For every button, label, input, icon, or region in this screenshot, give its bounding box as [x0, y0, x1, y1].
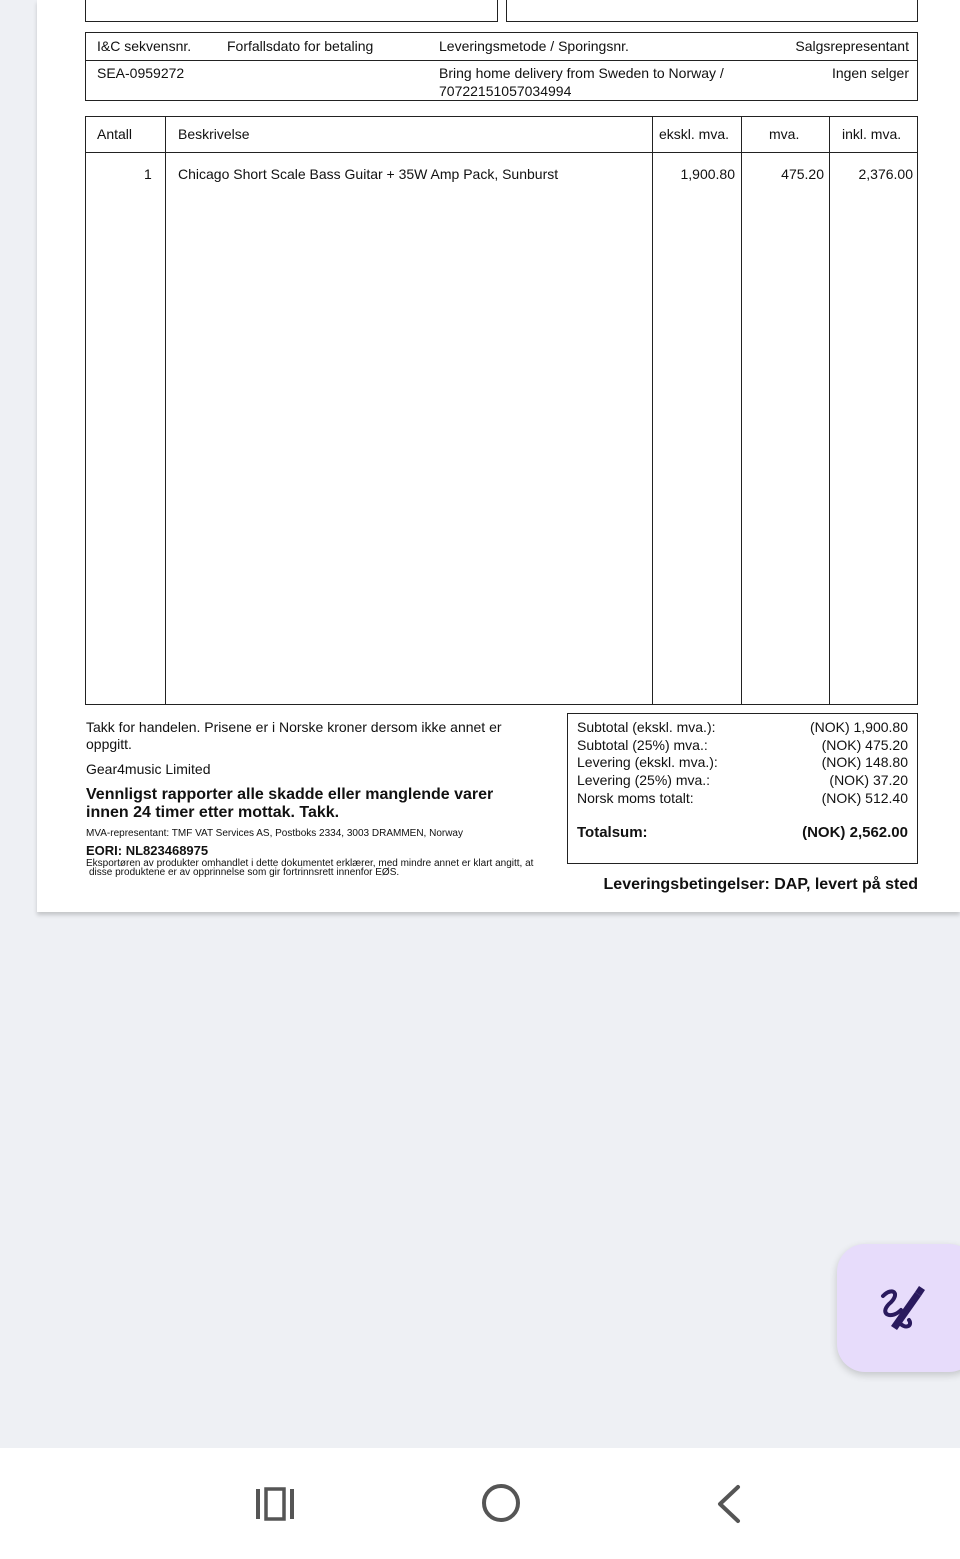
totals-value: (NOK) 37.20 [829, 772, 908, 788]
value-sequence: SEA-0959272 [97, 65, 185, 81]
value-sales-rep: Ingen selger [831, 65, 909, 81]
address-box-right [506, 0, 918, 22]
header-vat: mva. [769, 126, 800, 142]
back-chevron-icon[interactable] [714, 1484, 744, 1524]
column-divider [829, 117, 830, 704]
totals-label: Subtotal (ekskl. mva.): [577, 719, 716, 735]
navigation-bar [0, 1448, 960, 1559]
thanks-line2: oppgitt. [86, 736, 132, 752]
report-line2: innen 24 timer etter mottak. Takk. [86, 804, 340, 821]
row-incl-vat: 2,376.00 [858, 166, 913, 182]
vat-representative: MVA-representant: TMF VAT Services AS, Postboks 2334, 3003 DRAMMEN, Norway [86, 828, 463, 839]
row-vat: 475.20 [781, 166, 824, 182]
exporter-line1: Eksportøren av produkter omhandlet i dette dokumentet erklærer, med mindre annet er klart angitt, at [86, 858, 534, 869]
totals-row [577, 772, 908, 790]
totals-label: Levering (25%) mva.: [577, 772, 711, 788]
header-sequence: I&C sekvensnr. [97, 38, 192, 54]
address-box-left [85, 0, 498, 22]
header-sales-rep: Salgsrepresentant [795, 38, 909, 54]
totals-value: (NOK) 1,900.80 [809, 719, 908, 735]
eori-number: EORI: NL823468975 [86, 843, 209, 858]
thanks-line1: Takk for handelen. Prisene er i Norske kroner dersom ikke annet er [86, 719, 502, 735]
report-line1: Vennligst rapporter alle skadde eller manglende varer [86, 786, 494, 803]
header-qty: Antall [97, 126, 133, 142]
totals-box [567, 713, 918, 864]
totals-label: Norsk moms totalt: [577, 790, 694, 806]
header-incl-vat: inkl. mva. [842, 126, 902, 142]
items-table [85, 116, 918, 705]
totals-label: Subtotal (25%) mva.: [577, 737, 708, 753]
grand-total-value: (NOK) 2,562.00 [802, 824, 908, 841]
totals-value: (NOK) 148.80 [821, 754, 908, 770]
company-name: Gear4music Limited [86, 761, 211, 777]
value-delivery-line1: Bring home delivery from Sweden to Norway / [439, 65, 724, 81]
value-delivery-line2: 70722151057034994 [439, 83, 572, 99]
totals-row [577, 719, 908, 737]
column-divider [165, 117, 166, 704]
grand-total-row [577, 824, 908, 842]
row-description: Chicago Short Scale Bass Guitar + 35W Amp Pack, Sunburst [178, 166, 559, 182]
delivery-terms: Leveringsbetingelser: DAP, levert på sted [603, 876, 918, 893]
draw-fab-button[interactable] [837, 1244, 960, 1372]
column-divider [741, 117, 742, 704]
header-delivery: Leveringsmetode / Sporingsnr. [439, 38, 629, 54]
row-excl-vat: 1,900.80 [680, 166, 735, 182]
totals-value: (NOK) 512.40 [821, 790, 908, 806]
recents-icon[interactable] [255, 1484, 295, 1524]
column-divider [652, 117, 653, 704]
totals-row [577, 790, 908, 808]
exporter-line2: disse produktene er av opprinnelse som gir fortrinnsrett innenfor EØS. [89, 867, 400, 878]
totals-label: Levering (ekskl. mva.): [577, 754, 718, 770]
grand-total-label: Totalsum: [577, 824, 648, 841]
totals-row [577, 754, 908, 772]
info-table [85, 32, 918, 101]
totals-row [577, 737, 908, 755]
home-circle-icon[interactable] [480, 1482, 522, 1524]
header-description: Beskrivelse [178, 126, 250, 142]
totals-value: (NOK) 475.20 [821, 737, 908, 753]
header-due-date: Forfallsdato for betaling [227, 38, 374, 54]
draw-pen-icon [871, 1280, 931, 1340]
row-qty: 1 [144, 166, 152, 182]
header-excl-vat: ekskl. mva. [659, 126, 730, 142]
